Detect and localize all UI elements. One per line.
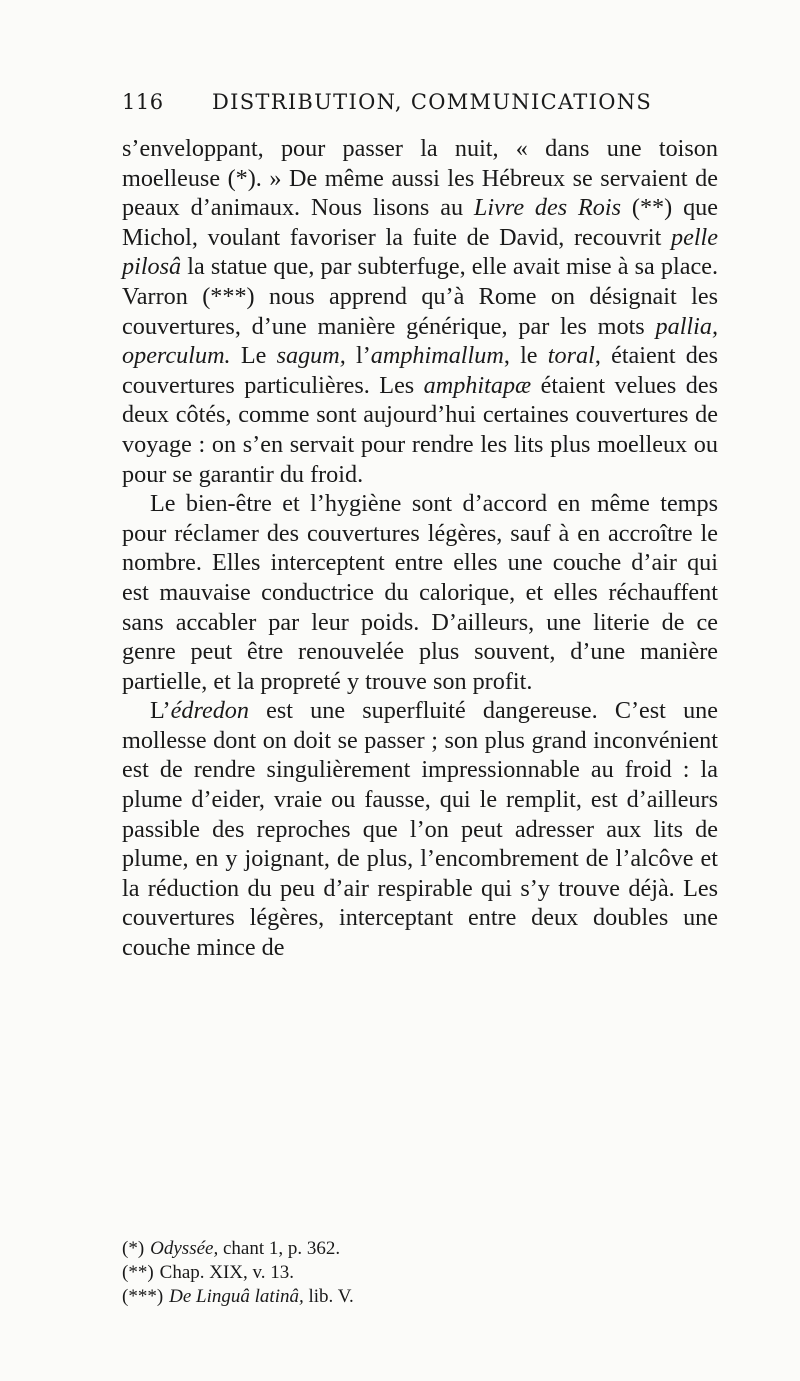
text-run: Le bien-être et l’hygiène sont d’accord en même temps pour réclamer des couvertures légères, sauf à en accroître le nombre. Elles interceptent entre elles une couche d’air qui est mauvaise conductrice du calorique, et elles réchauffent sans accabler par leur poids. D’ailleurs, une literie de ce genre peut être renouvelée plus souvent, d’une manière partielle, et la propreté y trouve son profit. [122,490,718,695]
italic-text-run: toral [547,342,595,370]
text-run: L’ [150,697,171,725]
italic-text-run: amphitapæ [423,371,532,399]
italic-text-run: édredon [170,697,249,725]
footnotes [122,1237,718,1309]
footnote [122,1261,718,1285]
text-run: , étaient des couvertures particulières. Les [122,342,718,399]
italic-text-run: amphimallum [370,342,504,370]
footnote-mark: (**) [122,1262,154,1283]
text-run: étaient velues des deux côtés, comme sont aujourd’hui certaines couvertures de voyage : on s’en servait pour rendre les lits plus moelleux ou pour se garantir du froid. [122,371,718,488]
footnote-text: chant 1, p. 362. [218,1238,341,1259]
page-number: 116 [122,90,164,114]
body-text [122,134,718,963]
footnote-mark: (*) [122,1238,145,1259]
page-header [122,90,722,120]
text-run: est une superfluité dangereuse. C’est une mollesse dont on doit se passer ; son plus grand inconvénient est de rendre singulièrement impressionnable au froid : la plume d’eider, vraie ou fausse, qui le remplit, est d’ailleurs passible des reproches que l’on peut adresser aux lits de plume, en y joignant, de plus, l’encombrement de l’alcôve et la réduction du peu d’air respirable qui s’y trouve déjà. Les couvertures légères, interceptant entre deux doubles une couche mince de [122,697,718,962]
paragraph-1 [122,134,718,489]
text-run: Le [230,342,277,370]
paragraph-3 [122,696,718,962]
italic-text-run: pelle pilosâ [122,223,718,281]
footnote [122,1237,718,1261]
text-run: la statue que, par subterfuge, elle avait mise à sa place. Varron (***) nous apprend qu’à Rome on désignait les couvertures, d’une manière générique, par les mots [122,253,718,340]
footnote [122,1285,718,1309]
text-run: s’enveloppant, pour passer la nuit, « dans une toison moelleuse (*). » De même aussi les Hébreux se servaient de peaux d’animaux. Nous lisons au [122,135,718,222]
italic-text-run: Livre des Rois [473,194,622,222]
footnote-mark: (***) [122,1286,164,1307]
paragraph-2 [122,489,718,696]
text-run: l’ [345,342,371,370]
footnote-text: De Linguâ latinâ, [169,1286,304,1307]
italic-text-run: pallia, operculum. [122,312,718,370]
footnote-text: Chap. XIX, v. 13. [159,1262,295,1283]
text-run: (**) que Michol, voulant favoriser la fuite de David, recouvrit [122,194,718,251]
italic-text-run: sagum, [276,342,346,370]
running-title: DISTRIBUTION, COMMUNICATIONS [212,90,653,114]
footnote-text: Odyssée, [150,1238,219,1259]
footnote-text: lib. V. [303,1286,354,1307]
text-run: , le [503,342,548,370]
